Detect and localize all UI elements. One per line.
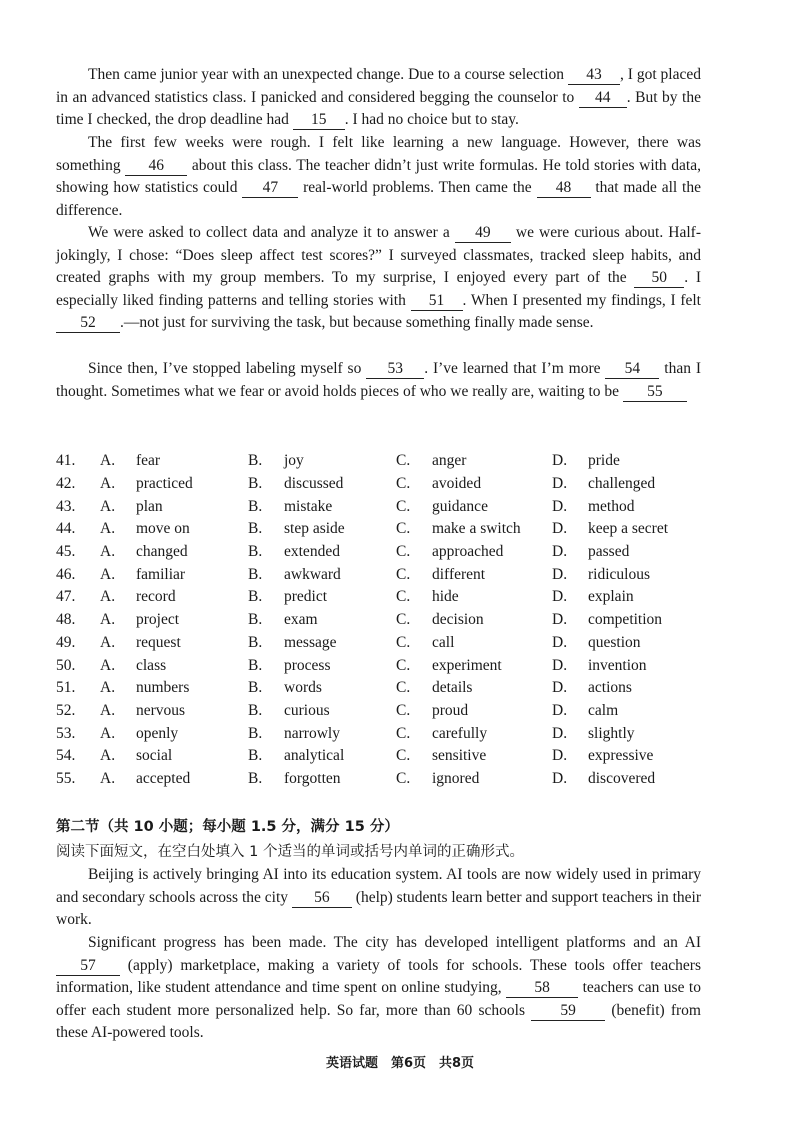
option-row — [56, 541, 700, 564]
option-a: record — [136, 588, 176, 606]
option-c: avoided — [432, 475, 482, 493]
option-letter: B. — [248, 588, 263, 606]
option-a: numbers — [136, 679, 190, 697]
option-row — [56, 473, 700, 496]
question-number: 46. — [56, 565, 76, 583]
blank-48: 48 — [537, 179, 591, 198]
text: about this class. The teacher didn’t just write formulas. He told stories with data, showing how statistics could — [56, 156, 701, 197]
option-row — [56, 495, 700, 518]
option-letter: B. — [248, 701, 263, 719]
text: real-world problems. Then came the — [298, 179, 537, 197]
text: teachers can use to offer each student more personalized help. So far, more than 60 schools — [56, 979, 701, 1019]
text: . I had no choice but to stay. — [344, 111, 519, 129]
option-d: calm — [588, 701, 619, 719]
option-letter: D. — [552, 520, 568, 538]
option-b: message — [284, 633, 337, 651]
option-b: awkward — [284, 565, 341, 583]
question-number: 50. — [56, 656, 76, 674]
option-letter: C. — [396, 679, 411, 697]
option-letter: D. — [552, 497, 568, 515]
option-b: analytical — [284, 747, 345, 765]
blank-53: 53 — [366, 360, 424, 379]
question-number: 47. — [56, 588, 76, 606]
option-letter: B. — [248, 452, 263, 470]
paragraph-4 — [56, 358, 701, 403]
option-letter: B. — [248, 565, 263, 583]
option-letter: C. — [396, 452, 411, 470]
text: . When I presented my findings, I felt — [462, 291, 701, 309]
option-c: make a switch — [432, 520, 521, 538]
blank-47: 47 — [242, 179, 298, 198]
option-letter: A. — [100, 520, 116, 538]
option-letter: B. — [248, 769, 263, 787]
option-letter: B. — [248, 520, 263, 538]
option-d: passed — [588, 543, 630, 561]
option-letter: C. — [396, 543, 411, 561]
text: , I got placed in an advanced statistics class. I panicked and considered begging the counselor to — [56, 66, 701, 106]
text: (benefit) from these AI-powered tools. — [56, 1001, 701, 1042]
options-body — [56, 450, 700, 790]
option-letter: B. — [248, 475, 263, 493]
text: we were curious about. Half-jokingly, I chose: “Does sleep affect test scores?” I surveyed classmates, tracked sleep habits, and created graphs with my group members. To my surprise, I enjoyed every part of the — [56, 224, 701, 287]
option-row — [56, 518, 700, 541]
text: Beijing is actively bringing AI into its education system. AI tools are now widely used in primary and secondary schools across the city — [56, 866, 701, 906]
option-letter: B. — [248, 656, 263, 674]
option-letter: A. — [100, 633, 116, 651]
option-a: openly — [136, 724, 179, 742]
option-letter: C. — [396, 724, 411, 742]
question-number: 42. — [56, 475, 76, 493]
blank-58: 58 — [506, 979, 578, 998]
option-letter: D. — [552, 769, 568, 787]
option-c: approached — [432, 543, 504, 561]
option-letter: D. — [552, 452, 568, 470]
option-letter: B. — [248, 497, 263, 515]
option-b: process — [284, 656, 331, 674]
option-letter: A. — [100, 724, 116, 742]
option-a: class — [136, 656, 167, 674]
question-number: 52. — [56, 701, 76, 719]
option-letter: C. — [396, 633, 411, 651]
option-c: carefully — [432, 724, 488, 742]
option-letter: B. — [248, 611, 263, 629]
option-letter: B. — [248, 679, 263, 697]
option-letter: D. — [552, 633, 568, 651]
paragraph-3 — [56, 222, 701, 335]
text: .—not just for surviving the task, but because something finally made sense. — [120, 314, 594, 332]
option-letter: A. — [100, 475, 116, 493]
option-row — [56, 654, 700, 677]
option-c: guidance — [432, 497, 488, 515]
section-title: 第二节（共 10 小题；每小题 1.5 分，满分 15 分） — [56, 819, 399, 835]
text: . But by the time I checked, the drop deadline had — [56, 88, 701, 129]
option-letter: D. — [552, 679, 568, 697]
blank-49: 49 — [455, 224, 511, 243]
option-b: discussed — [284, 475, 344, 493]
option-d: method — [588, 497, 635, 515]
blank-50: 50 — [634, 269, 684, 288]
option-row — [56, 745, 700, 768]
option-row — [56, 700, 700, 723]
option-row — [56, 768, 700, 791]
option-c: decision — [432, 611, 484, 629]
question-number: 43. — [56, 497, 76, 515]
option-b: narrowly — [284, 724, 340, 742]
blank-45: 15 — [293, 111, 345, 130]
blank-57: 57 — [56, 957, 120, 976]
section2-paragraph-2 — [56, 932, 701, 1045]
option-letter: A. — [100, 656, 116, 674]
option-d: keep a secret — [588, 520, 669, 538]
option-letter: A. — [100, 679, 116, 697]
option-a: social — [136, 747, 173, 765]
option-d: discovered — [588, 769, 656, 787]
option-letter: C. — [396, 520, 411, 538]
question-number: 48. — [56, 611, 76, 629]
option-letter: A. — [100, 701, 116, 719]
page-footer: 英语试题 第6页 共8页 — [325, 1056, 475, 1071]
blank-51: 51 — [411, 292, 463, 311]
option-row — [56, 563, 700, 586]
option-row — [56, 722, 700, 745]
option-b: mistake — [284, 497, 333, 515]
blank-54: 54 — [605, 360, 659, 379]
options-table — [56, 450, 700, 790]
option-c: experiment — [432, 656, 502, 674]
blank-59: 59 — [531, 1002, 605, 1021]
paragraph-1 — [56, 64, 701, 132]
option-letter: C. — [396, 565, 411, 583]
text: that made all the difference. — [56, 179, 701, 219]
option-c: different — [432, 565, 486, 583]
option-a: request — [136, 633, 181, 651]
option-c: details — [432, 679, 473, 697]
blank-56: 56 — [292, 889, 352, 908]
option-d: ridiculous — [588, 565, 650, 583]
option-letter: B. — [248, 633, 263, 651]
option-row — [56, 609, 700, 632]
option-a: changed — [136, 543, 188, 561]
option-letter: A. — [100, 588, 116, 606]
text: The first few weeks were rough. I felt like learning a new language. However, there was something — [56, 134, 701, 174]
option-a: accepted — [136, 769, 191, 787]
option-letter: A. — [100, 747, 116, 765]
option-a: project — [136, 611, 180, 629]
option-letter: B. — [248, 747, 263, 765]
option-c: sensitive — [432, 747, 487, 765]
option-letter: D. — [552, 588, 568, 606]
option-letter: D. — [552, 543, 568, 561]
option-a: practiced — [136, 475, 193, 493]
option-b: joy — [284, 452, 304, 470]
option-d: competition — [588, 611, 663, 629]
option-b: extended — [284, 543, 340, 561]
question-number: 55. — [56, 769, 76, 787]
blank-52: 52 — [56, 314, 120, 333]
text: We were asked to collect data and analyze it to answer a — [88, 224, 455, 241]
option-letter: D. — [552, 747, 568, 765]
option-letter: A. — [100, 452, 116, 470]
option-letter: B. — [248, 543, 263, 561]
question-number: 45. — [56, 543, 76, 561]
option-letter: A. — [100, 611, 116, 629]
blank-43: 43 — [568, 66, 620, 85]
option-b: curious — [284, 701, 330, 719]
option-letter: D. — [552, 611, 568, 629]
option-letter: A. — [100, 497, 116, 515]
option-b: step aside — [284, 520, 345, 538]
option-a: plan — [136, 497, 163, 515]
option-c: call — [432, 633, 455, 651]
text: Then came junior year with an unexpected change. Due to a course selection — [88, 66, 568, 83]
question-number: 41. — [56, 452, 76, 470]
question-number: 53. — [56, 724, 76, 742]
paragraph-2 — [56, 132, 701, 222]
option-letter: C. — [396, 769, 411, 787]
option-d: challenged — [588, 475, 656, 493]
text: . I’ve learned that I’m more — [424, 360, 606, 377]
option-b: exam — [284, 611, 318, 629]
option-letter: D. — [552, 724, 568, 742]
blank-44: 44 — [579, 89, 627, 108]
section2-paragraph-1 — [56, 864, 701, 932]
option-a: move on — [136, 520, 190, 538]
question-number: 51. — [56, 679, 76, 697]
option-letter: C. — [396, 475, 411, 493]
text: Since then, I’ve stopped labeling myself so — [88, 360, 367, 377]
option-c: anger — [432, 452, 467, 470]
option-letter: C. — [396, 588, 411, 606]
option-b: forgotten — [284, 769, 341, 787]
question-number: 44. — [56, 520, 76, 538]
option-row — [56, 450, 700, 473]
text: Significant progress has been made. The city has developed intelligent platforms and an AI — [88, 934, 701, 951]
text: (help) students learn better and support teachers in their work. — [56, 888, 701, 929]
option-d: actions — [588, 679, 632, 697]
option-d: expressive — [588, 747, 654, 765]
text: than I thought. Sometimes what we fear or avoid holds pieces of who we really are, waiting to be — [56, 360, 701, 400]
option-d: slightly — [588, 724, 635, 742]
option-letter: C. — [396, 497, 411, 515]
option-c: ignored — [432, 769, 480, 787]
text: (apply) marketplace, making a variety of tools for schools. These tools offer teachers information, like student attendance and time spent on online studying, — [56, 956, 701, 997]
option-row — [56, 632, 700, 655]
option-row — [56, 586, 700, 609]
option-letter: A. — [100, 565, 116, 583]
option-a: nervous — [136, 701, 186, 719]
option-letter: D. — [552, 656, 568, 674]
option-b: predict — [284, 588, 328, 606]
option-b: words — [284, 679, 322, 697]
question-number: 49. — [56, 633, 76, 651]
section-instruction: 阅读下面短文，在空白处填入 1 个适当的单词或括号内单词的正确形式。 — [56, 844, 524, 860]
option-row — [56, 677, 700, 700]
option-d: invention — [588, 656, 647, 674]
blank-55: 55 — [623, 383, 687, 402]
option-c: proud — [432, 701, 469, 719]
option-c: hide — [432, 588, 459, 606]
option-letter: C. — [396, 701, 411, 719]
option-d: question — [588, 633, 641, 651]
option-letter: B. — [248, 724, 263, 742]
option-letter: D. — [552, 565, 568, 583]
option-letter: A. — [100, 543, 116, 561]
option-letter: D. — [552, 475, 568, 493]
question-number: 54. — [56, 747, 76, 765]
option-letter: C. — [396, 611, 411, 629]
option-letter: A. — [100, 769, 116, 787]
option-letter: D. — [552, 701, 568, 719]
option-letter: C. — [396, 747, 411, 765]
blank-46: 46 — [125, 157, 187, 176]
text: . I especially liked finding patterns and telling stories with — [56, 269, 701, 309]
option-d: explain — [588, 588, 634, 606]
option-a: fear — [136, 452, 161, 470]
option-d: pride — [588, 452, 620, 470]
option-letter: C. — [396, 656, 411, 674]
option-a: familiar — [136, 565, 186, 583]
